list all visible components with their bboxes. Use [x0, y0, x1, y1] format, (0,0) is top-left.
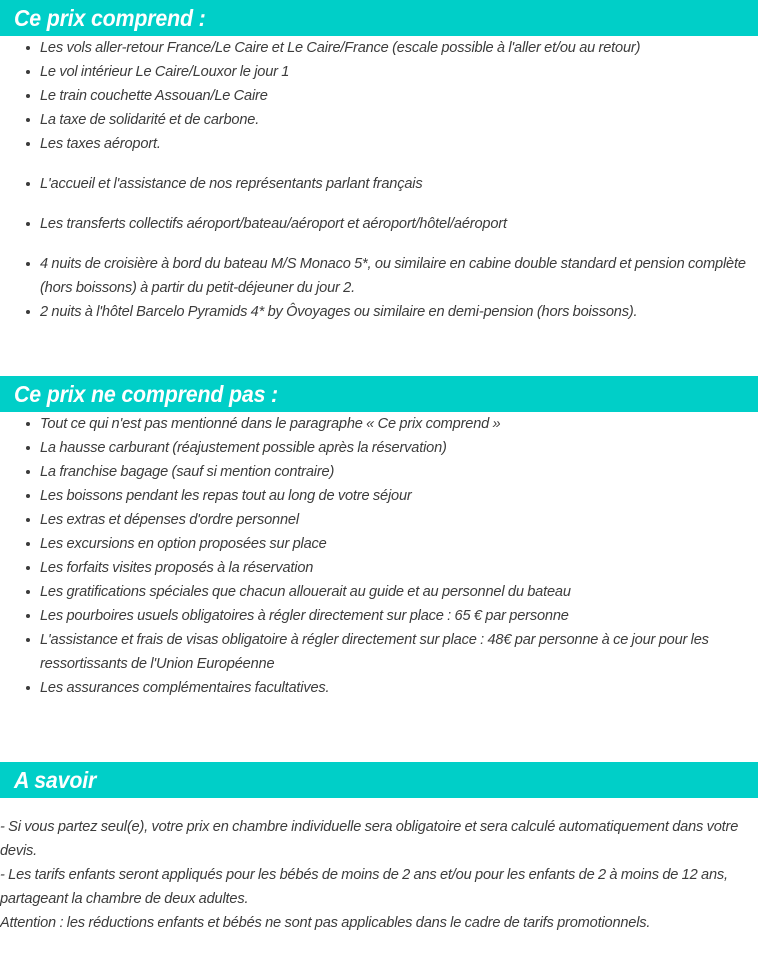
list-item: Le train couchette Assouan/Le Caire — [0, 84, 758, 108]
list-item: La franchise bagage (sauf si mention contraire) — [0, 460, 758, 484]
list-item: Les gratifications spéciales que chacun allouerait au guide et au personnel du bateau — [0, 580, 758, 604]
section-title-notes: A savoir — [14, 766, 97, 793]
section-included — [0, 0, 758, 324]
list-item: Tout ce qui n'est pas mentionné dans le paragraphe « Ce prix comprend » — [0, 412, 758, 436]
list-item: L'accueil et l'assistance de nos représentants parlant français — [0, 172, 758, 196]
list-item: 4 nuits de croisière à bord du bateau M/S Monaco 5*, ou similaire en cabine double standard et pension complète (hors boissons) à partir du petit-déjeuner du jour 2. — [0, 252, 758, 300]
list-item: Les boissons pendant les repas tout au long de votre séjour — [0, 484, 758, 508]
included-list — [0, 36, 758, 324]
notes-body — [0, 798, 758, 935]
section-notes — [0, 762, 758, 935]
spacer-included-excluded — [0, 324, 758, 376]
list-item: L'assistance et frais de visas obligatoire à régler directement sur place : 48€ par personne à ce jour pour les ressortissants de l'Union Européenne — [0, 628, 758, 676]
section-header-notes — [0, 762, 758, 798]
list-item: Le vol intérieur Le Caire/Louxor le jour 1 — [0, 60, 758, 84]
list-item: La hausse carburant (réajustement possible après la réservation) — [0, 436, 758, 460]
section-title-included: Ce prix comprend : — [14, 4, 206, 31]
list-item: Les taxes aéroport. — [0, 132, 758, 156]
section-title-excluded: Ce prix ne comprend pas : — [14, 380, 278, 407]
list-item: 2 nuits à l'hôtel Barcelo Pyramids 4* by Ôvoyages ou similaire en demi-pension (hors boissons). — [0, 300, 758, 324]
list-item: La taxe de solidarité et de carbone. — [0, 108, 758, 132]
list-item: Les forfaits visites proposés à la réservation — [0, 556, 758, 580]
list-item: Les pourboires usuels obligatoires à régler directement sur place : 65 € par personne — [0, 604, 758, 628]
note-paragraph: - Si vous partez seul(e), votre prix en chambre individuelle sera obligatoire et sera calculé automatiquement dans votre devis. — [0, 819, 739, 859]
list-item: Les extras et dépenses d'ordre personnel — [0, 508, 758, 532]
section-header-included — [0, 0, 758, 36]
spacer-excluded-notes — [0, 700, 758, 762]
section-excluded — [0, 376, 758, 700]
note-paragraph: Attention : les réductions enfants et bébés ne sont pas applicables dans le cadre de tarifs promotionnels. — [0, 915, 651, 931]
excluded-list — [0, 412, 758, 700]
list-item: Les transferts collectifs aéroport/bateau/aéroport et aéroport/hôtel/aéroport — [0, 212, 758, 236]
section-header-excluded — [0, 376, 758, 412]
list-item: Les excursions en option proposées sur place — [0, 532, 758, 556]
list-item: Les vols aller-retour France/Le Caire et Le Caire/France (escale possible à l'aller et/ou au retour) — [0, 36, 758, 60]
list-item: Les assurances complémentaires facultatives. — [0, 676, 758, 700]
note-paragraph: - Les tarifs enfants seront appliqués pour les bébés de moins de 2 ans et/ou pour les enfants de 2 à moins de 12 ans, partageant la chambre de deux adultes. — [0, 867, 728, 907]
